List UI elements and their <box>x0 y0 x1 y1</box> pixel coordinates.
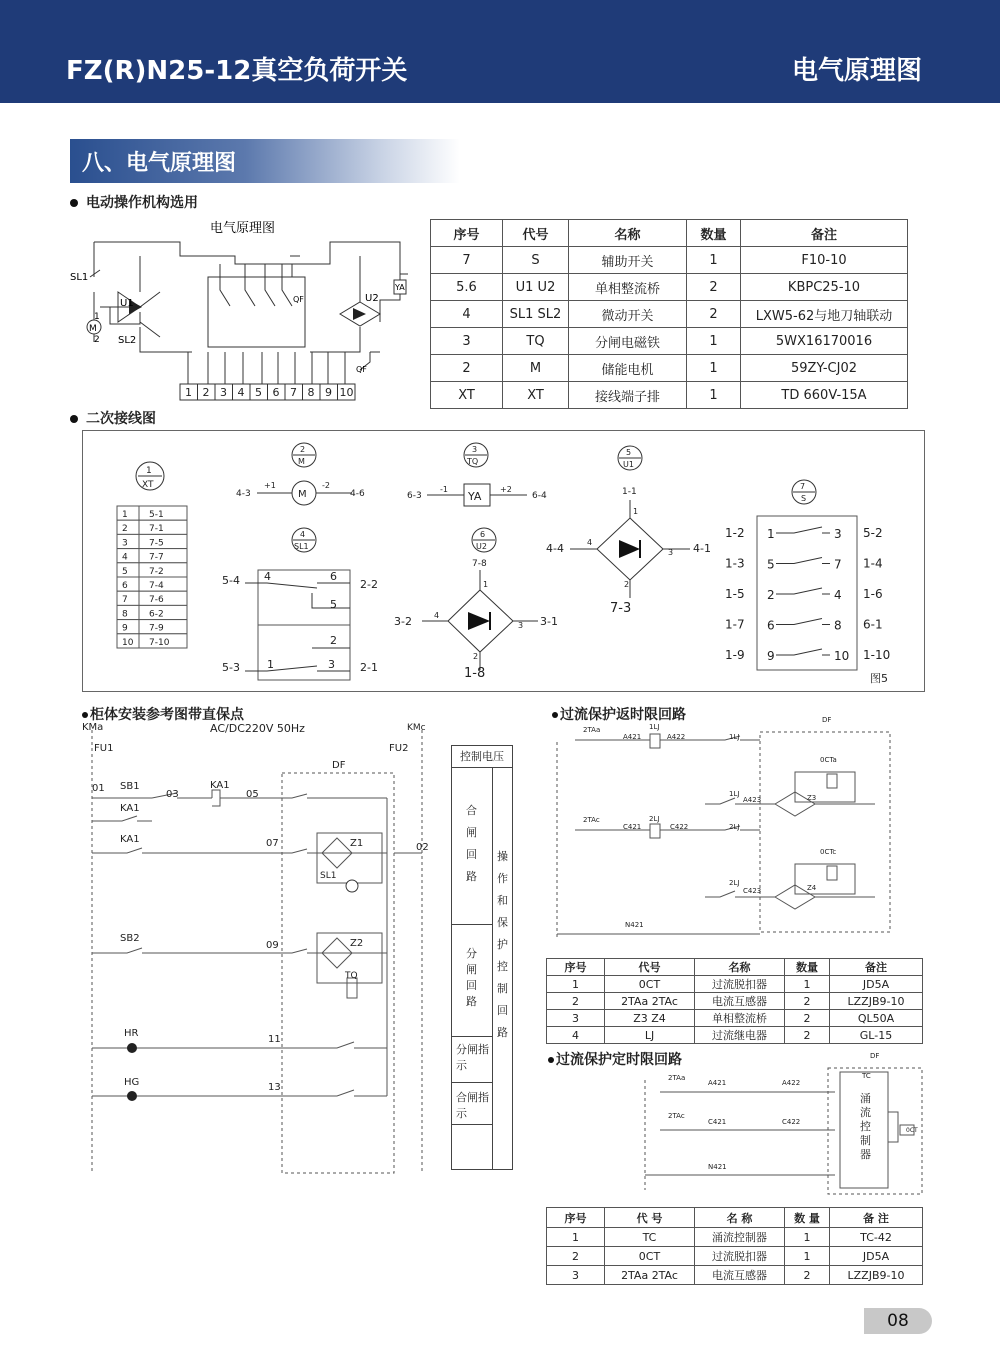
switch-contact <box>776 558 830 564</box>
subheading-electric-op: 电动操作机构选用 <box>70 192 198 212</box>
subheading-secondary-wiring: 二次接线图 <box>70 408 156 428</box>
svg-text:03: 03 <box>166 789 179 800</box>
switch-contact <box>776 649 830 655</box>
xt-index: 2 <box>122 524 128 535</box>
svg-text:N421: N421 <box>708 1163 727 1171</box>
table-row: 2 0CT 过流脱扣器 1 JD5A <box>547 1247 923 1266</box>
svg-text:6: 6 <box>330 570 337 583</box>
xt-cell <box>117 534 139 548</box>
sl1-left-term-1: 5-4 <box>222 574 240 587</box>
xt-target: 5-1 <box>149 510 164 520</box>
u1-circle-num: 5 <box>626 448 632 457</box>
fu2-label: FU2 <box>389 743 409 754</box>
s-left-term: 1-2 <box>725 526 745 540</box>
table-header-row: 序号 代号 名称 数量 备注 <box>431 220 908 247</box>
sl1-left-term-2: 5-3 <box>222 661 240 674</box>
switch-contact <box>776 527 830 533</box>
u1-left-term: 4-4 <box>546 542 564 555</box>
fu1-label: FU1 <box>94 743 114 754</box>
label-m-1: 1 <box>94 312 100 322</box>
u2-right-term: 3-1 <box>540 615 558 628</box>
terminal-number: 2 <box>202 386 210 399</box>
m-left-term: 4-3 <box>236 489 251 499</box>
table-row: XT XT 接线端子排 1 TD 660V-15A <box>431 382 908 409</box>
svg-text:02: 02 <box>416 842 429 853</box>
terminal-number: 3 <box>220 386 227 399</box>
control-voltage-header: 控制电压 <box>452 746 512 768</box>
svg-text:DF: DF <box>870 1052 880 1060</box>
overcurrent-definite-diagram <box>630 1050 925 1198</box>
m-right-term: 4-6 <box>350 489 365 499</box>
svg-text:N421: N421 <box>625 921 644 929</box>
bullet-icon <box>548 1057 554 1063</box>
xt-target: 7-1 <box>149 524 164 535</box>
u2-left-term: 3-2 <box>394 615 412 628</box>
s-right-term: 1-6 <box>863 587 883 601</box>
xt-target: 7-5 <box>149 538 164 549</box>
u1-circle-label: U1 <box>623 460 634 469</box>
s-left-term: 1-5 <box>725 587 745 601</box>
xt-cell <box>117 549 139 563</box>
tq-plus: +2 <box>500 485 512 494</box>
s-contact-b: 10 <box>834 649 850 663</box>
label-sl1: SL1 <box>70 272 89 283</box>
label-sl2: SL2 <box>118 335 137 346</box>
s-right-term: 1-4 <box>863 556 883 571</box>
sb2-label: SB2 <box>120 933 140 944</box>
opening-circuit-label: 分闸回路 <box>466 947 477 1008</box>
terminal-number: 5 <box>255 386 262 399</box>
svg-text:1LJ: 1LJ <box>729 733 740 741</box>
sb1-label: SB1 <box>120 781 140 792</box>
s-contact-a: 6 <box>767 618 775 633</box>
table-row: 3 TQ 分闸电磁铁 1 5WX16170016 <box>431 328 908 355</box>
sl1-circle-label: SL1 <box>294 542 309 551</box>
inrush-controller-label: 涌流控制器 <box>860 1092 871 1161</box>
svg-text:2TAa: 2TAa <box>668 1074 686 1082</box>
overcurrent-inverse-table <box>546 958 923 1044</box>
xt-target: 7-6 <box>149 595 164 606</box>
hr-label: HR <box>124 1028 139 1039</box>
closing-circuit-label: 合闸回路 <box>466 804 477 883</box>
tq-minus: -1 <box>440 485 448 494</box>
terminal-number: 10 <box>339 386 354 399</box>
xt-cell <box>117 563 139 577</box>
svg-text:C422: C422 <box>782 1118 801 1126</box>
xt-cell <box>117 577 139 591</box>
page-header <box>0 0 1000 103</box>
svg-text:1: 1 <box>483 580 489 589</box>
table-row: 3 2TAa 2TAc 电流互感器 2 LZZJB9-10 <box>547 1266 923 1285</box>
supply-label: AC/DC220V 50Hz <box>210 722 305 735</box>
table-header-row: 序号 代号 名称 数量 备注 <box>547 959 923 976</box>
table-row: 2 M 储能电机 1 59ZY-CJ02 <box>431 355 908 382</box>
u2-bottom-term: 1-8 <box>464 666 486 681</box>
svg-text:4: 4 <box>264 570 271 583</box>
xt-index: 3 <box>122 538 128 549</box>
svg-text:01: 01 <box>92 783 105 794</box>
control-protection-label: 操作和保护控制回路 <box>497 850 508 1039</box>
svg-text:1LJ: 1LJ <box>729 790 740 798</box>
svg-text:05: 05 <box>246 789 259 800</box>
s-contact-b: 3 <box>834 527 842 541</box>
xt-target: 7-9 <box>149 623 164 634</box>
closing-indicator-label: 合闸指示 <box>456 1091 489 1120</box>
svg-text:TC: TC <box>862 1072 871 1080</box>
control-voltage-column <box>451 745 513 1170</box>
kmc-label: KMc <box>407 723 426 733</box>
xt-terminal-table <box>117 506 187 648</box>
tq-circle-num: 3 <box>472 445 478 454</box>
s-contact-a: 9 <box>767 649 775 663</box>
xt-index: 5 <box>122 566 128 577</box>
svg-text:1LJ: 1LJ <box>649 723 660 731</box>
svg-text:2TAc: 2TAc <box>583 816 600 824</box>
subheading-cabinet: 柜体安装参考图带直保点 <box>82 704 244 724</box>
svg-text:1: 1 <box>633 507 639 516</box>
s-switch-rows <box>725 526 890 663</box>
svg-text:2: 2 <box>624 580 630 589</box>
m-circle-label: M <box>298 457 305 466</box>
s-contact-a: 5 <box>767 557 775 572</box>
table-row: 4 SL1 SL2 微动开关 2 LXW5-62与地刀轴联动 <box>431 301 908 328</box>
table-row: 4 LJ 过流继电器 2 GL-15 <box>547 1027 923 1044</box>
svg-text:A422: A422 <box>782 1079 801 1087</box>
tq-circle-label: TQ <box>467 457 479 466</box>
svg-text:0CT: 0CT <box>906 1127 918 1134</box>
principle-schematic <box>60 212 420 407</box>
svg-text:2: 2 <box>330 634 337 647</box>
s-contact-b: 4 <box>834 588 842 602</box>
label-m: M <box>89 324 97 334</box>
s-contact-a: 2 <box>767 588 775 602</box>
m-plus: +1 <box>264 481 276 490</box>
switch-contact <box>776 588 830 594</box>
xt-target: 7-4 <box>149 581 164 591</box>
switch-contact <box>776 619 830 625</box>
xt-circle-num: 1 <box>146 466 152 476</box>
table-row: 1 0CT 过流脱扣器 1 JD5A <box>547 976 923 993</box>
svg-text:2LJ: 2LJ <box>729 879 740 887</box>
section-title: 八、电气原理图 <box>82 151 237 176</box>
xt-index: 6 <box>122 581 128 591</box>
ka1-label: KA1 <box>210 780 230 791</box>
m-circle-num: 2 <box>300 445 306 454</box>
terminal-number: 6 <box>272 386 280 399</box>
z2-label: Z2 <box>350 938 364 949</box>
subheading-overcurrent-definite: 过流保护定时限回路 <box>548 1049 682 1069</box>
xt-index: 9 <box>122 623 128 634</box>
u2-circle-num: 6 <box>480 530 486 539</box>
svg-text:2TAc: 2TAc <box>668 1112 685 1120</box>
u2-circle-label: U2 <box>476 542 487 551</box>
u1-right-term: 4-1 <box>693 542 711 555</box>
motor-symbol-label: M <box>298 489 307 500</box>
svg-text:13: 13 <box>268 1082 281 1093</box>
table-row: 3 Z3 Z4 单相整流桥 2 QL50A <box>547 1010 923 1027</box>
xt-index: 4 <box>122 552 128 563</box>
xt-index: 8 <box>122 609 128 620</box>
sl1-right-term-1: 2-2 <box>360 578 378 591</box>
terminal-number: 9 <box>325 386 332 399</box>
svg-text:3: 3 <box>328 658 335 671</box>
svg-text:C422: C422 <box>670 823 689 831</box>
opening-indicator-label: 分闸指示 <box>456 1043 489 1072</box>
xt-target: 6-2 <box>149 609 164 620</box>
u1-bottom-term: 7-3 <box>610 601 632 616</box>
table-row: 5.6 U1 U2 单相整流桥 2 KBPC25-10 <box>431 274 908 301</box>
svg-text:A421: A421 <box>623 733 642 741</box>
xt-index: 7 <box>122 595 128 606</box>
label-ya: YA <box>395 283 405 292</box>
label-qf-2: QF <box>356 365 367 374</box>
xt-target: 7-7 <box>149 552 164 563</box>
z1-label: Z1 <box>350 838 364 849</box>
bullet-icon <box>70 415 78 423</box>
terminal-strip <box>180 384 355 400</box>
component-table <box>430 219 908 409</box>
s-circle-num: 7 <box>800 482 806 491</box>
svg-text:TQ: TQ <box>345 971 358 981</box>
s-left-term: 1-3 <box>725 556 745 571</box>
tq-right-term: 6-4 <box>532 491 547 501</box>
kma-label: KMa <box>82 722 104 733</box>
svg-text:3: 3 <box>668 548 674 557</box>
svg-text:DF: DF <box>822 716 832 724</box>
terminal-number: 8 <box>307 386 315 399</box>
table-row: 7 S 辅助开关 1 F10-10 <box>431 247 908 274</box>
label-qf: QF <box>293 295 304 304</box>
s-circle-label: S <box>801 494 807 503</box>
sl1-right-term-2: 2-1 <box>360 661 378 674</box>
overcurrent-definite-table <box>546 1207 923 1285</box>
label-u1: U1 <box>120 298 134 309</box>
table-row: 2 2TAa 2TAc 电流互感器 2 LZZJB9-10 <box>547 993 923 1010</box>
svg-text:2LJ: 2LJ <box>729 823 740 831</box>
s-right-term: 1-10 <box>863 648 891 662</box>
hg-label: HG <box>124 1077 140 1088</box>
s-left-term: 1-7 <box>725 617 745 632</box>
svg-text:A422: A422 <box>667 733 686 741</box>
terminal-number: 1 <box>185 386 192 399</box>
svg-text:A421: A421 <box>708 1079 727 1087</box>
sl1-circle-num: 4 <box>300 530 306 539</box>
label-m-2: 2 <box>94 335 100 345</box>
u2-top-term: 7-8 <box>472 559 487 569</box>
xt-target: 7-10 <box>149 637 170 648</box>
svg-text:2LJ: 2LJ <box>649 815 660 823</box>
svg-text:Z3: Z3 <box>807 794 817 802</box>
s-right-term: 6-1 <box>863 617 883 632</box>
xt-circle-label: XT <box>142 480 154 490</box>
section-title-bar <box>70 139 460 183</box>
svg-text:3: 3 <box>518 621 524 630</box>
svg-text:07: 07 <box>266 838 279 849</box>
svg-text:2TAa: 2TAa <box>583 726 601 734</box>
svg-text:C423: C423 <box>743 887 762 895</box>
terminal-number: 7 <box>290 386 297 399</box>
svg-text:Z4: Z4 <box>807 884 817 892</box>
label-u2: U2 <box>365 293 379 304</box>
s-contact-a: 1 <box>767 527 775 541</box>
svg-text:C421: C421 <box>623 823 642 831</box>
xt-cell <box>117 605 139 619</box>
svg-text:09: 09 <box>266 940 279 951</box>
header-section-title: 电气原理图 <box>791 56 922 86</box>
page-number: 08 <box>864 1308 932 1334</box>
subheading-overcurrent-inverse: 过流保护返时限回路 <box>552 704 686 724</box>
table-header-row: 序号 代 号 名 称 数 量 备 注 <box>547 1208 923 1228</box>
svg-text:5: 5 <box>330 598 337 611</box>
s-right-term: 5-2 <box>863 526 883 540</box>
schematic-title: 电气原理图 <box>210 221 276 236</box>
s-contact-b: 8 <box>834 618 842 633</box>
svg-text:4: 4 <box>587 538 593 547</box>
u1-top-term: 1-1 <box>622 487 637 497</box>
svg-text:KA1: KA1 <box>120 803 140 814</box>
terminal-number: 4 <box>237 386 245 399</box>
svg-text:A423: A423 <box>743 796 762 804</box>
xt-cell <box>117 506 139 520</box>
xt-cell <box>117 520 139 534</box>
secondary-wiring-diagram <box>82 430 925 692</box>
svg-text:KA1: KA1 <box>120 834 140 845</box>
xt-cell <box>117 620 139 634</box>
xt-index: 10 <box>122 637 134 648</box>
ya-symbol-label: YA <box>468 490 482 503</box>
table-row: 1 TC 涌流控制器 1 TC-42 <box>547 1228 923 1247</box>
tq-left-term: 6-3 <box>407 491 422 501</box>
svg-text:C421: C421 <box>708 1118 727 1126</box>
svg-text:SL1: SL1 <box>320 871 337 881</box>
svg-text:11: 11 <box>268 1034 281 1045</box>
svg-text:1: 1 <box>267 658 274 671</box>
xt-index: 1 <box>122 510 128 520</box>
bullet-icon <box>70 199 78 207</box>
s-contact-b: 7 <box>834 557 842 572</box>
svg-text:0CTc: 0CTc <box>820 848 837 856</box>
figure-label: 图5 <box>870 672 888 685</box>
svg-text:0CTa: 0CTa <box>820 756 837 764</box>
overcurrent-inverse-diagram <box>545 712 925 952</box>
svg-text:2: 2 <box>473 652 479 661</box>
xt-cell <box>117 591 139 605</box>
m-minus: -2 <box>322 481 330 490</box>
product-title: FZ(R)N25-12真空负荷开关 <box>66 56 408 86</box>
xt-target: 7-2 <box>149 566 164 577</box>
svg-text:4: 4 <box>434 611 440 620</box>
s-left-term: 1-9 <box>725 648 745 662</box>
df-label: DF <box>332 760 346 771</box>
